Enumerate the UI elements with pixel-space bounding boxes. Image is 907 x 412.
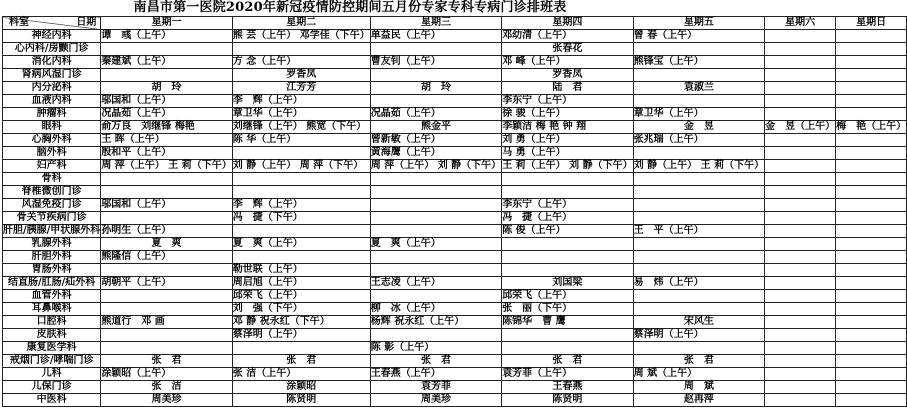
schedule-cell: [633, 173, 764, 186]
schedule-cell: [633, 186, 764, 199]
schedule-cell: [370, 264, 501, 277]
dept-name: 脊椎微创门诊: [3, 186, 101, 199]
schedule-cell: 邓幼清（上午）: [502, 30, 633, 43]
dept-name: 血液内科: [3, 95, 101, 108]
corner-dept-label: 科室: [9, 17, 29, 28]
table-row: [3, 394, 907, 407]
schedule-cell: 袁芳菲: [370, 381, 501, 394]
schedule-cell: 罗香凤: [502, 69, 633, 82]
dept-name: 消化内科: [3, 56, 101, 69]
schedule-cell: [765, 134, 836, 147]
schedule-cell: 袁淑兰: [633, 82, 764, 95]
schedule-cell: 王志凌（上午）: [370, 277, 501, 290]
schedule-cell: [232, 147, 370, 160]
schedule-cell: [101, 43, 232, 56]
schedule-cell: 王 平（上午）: [633, 225, 764, 238]
dept-name: 眼科: [3, 121, 101, 134]
schedule-cell: [101, 329, 232, 342]
schedule-cell: [370, 69, 501, 82]
schedule-table: [2, 16, 907, 407]
schedule-cell: 江芳芳: [232, 82, 370, 95]
schedule-cell: [765, 95, 836, 108]
schedule-cell: 陈贤明: [232, 394, 370, 407]
schedule-cell: 王 晖（上午）: [101, 134, 232, 147]
schedule-cell: [836, 199, 907, 212]
schedule-cell: 蔡泽明（上午）: [633, 329, 764, 342]
dept-name: 耳鼻喉科: [3, 303, 101, 316]
schedule-cell: [232, 225, 370, 238]
schedule-cell: 梅 艳（上午）: [836, 121, 907, 132]
schedule-cell: 刘 勇（上午）: [502, 134, 633, 147]
schedule-cell: [765, 108, 836, 121]
schedule-cell: 张兆瑞（上午）: [633, 134, 764, 147]
schedule-cell: 王春燕（上午）: [370, 368, 501, 381]
table-row: [3, 303, 907, 316]
schedule-cell: 柳 冰（上午）: [370, 303, 501, 316]
corner-date-label: 日期: [76, 17, 97, 28]
schedule-cell: 邓 静 祝永红（下午）: [232, 316, 370, 329]
schedule-cell: [836, 329, 907, 342]
schedule-cell: [836, 69, 907, 82]
schedule-cell: 周美珍: [370, 394, 501, 407]
schedule-cell: 马 勇（上午）: [502, 147, 633, 160]
schedule-cell: 邱荣飞（上午）: [502, 290, 633, 303]
schedule-cell: 张 君: [232, 355, 370, 368]
table-row: [3, 108, 907, 121]
schedule-cell: [370, 95, 501, 108]
schedule-cell: [765, 381, 836, 394]
schedule-cell: [836, 173, 907, 186]
header-row: [3, 17, 907, 30]
schedule-cell: 夏 爽（上午）: [232, 238, 370, 251]
schedule-cell: [836, 56, 907, 69]
schedule-cell: 周 斌: [633, 381, 764, 394]
table-row: [3, 251, 907, 264]
schedule-cell: 刘继锋（上午） 熊宽（下午）: [232, 121, 370, 134]
schedule-cell: [502, 329, 633, 342]
schedule-cell: 李颖洁 梅 艳 钟 翔: [502, 121, 633, 134]
schedule-cell: [836, 355, 907, 368]
schedule-cell: 张 君: [633, 355, 764, 368]
schedule-cell: 刘 静（上午） 王 莉（下午）: [633, 160, 765, 171]
schedule-cell: 谭 彧（上午）: [101, 30, 232, 43]
schedule-cell: 涂颖昭: [232, 381, 370, 394]
schedule-cell: [836, 108, 907, 121]
table-row: [3, 160, 907, 173]
dept-name: 脑外科: [3, 147, 101, 160]
table-row: [3, 264, 907, 277]
schedule-cell: 夏 爽（上午）: [370, 238, 501, 251]
schedule-cell: 金 昱（上午）: [765, 121, 836, 132]
schedule-cell: [765, 212, 836, 225]
schedule-cell: 勒世联（上午）: [232, 264, 370, 277]
schedule-cell: 张 洁（上午）: [232, 368, 370, 381]
table-row: [3, 30, 907, 43]
schedule-cell: [836, 303, 907, 316]
schedule-cell: [765, 316, 836, 329]
schedule-cell: [836, 95, 907, 108]
schedule-cell: 王春燕: [502, 381, 633, 394]
schedule-cell: [370, 173, 501, 186]
schedule-cell: 宋风生: [633, 316, 764, 329]
day-header: 星期一: [101, 17, 232, 30]
dept-name: 戒烟门诊/哮喘门诊: [3, 355, 101, 368]
table-row: [3, 134, 907, 147]
dept-name: 内分泌科: [3, 82, 101, 95]
schedule-cell: 熊道行 邓 画: [101, 316, 232, 329]
page-title: 南昌市第一医院2020年新冠疫情防控期间五月份专家专科专病门诊排班表: [133, 0, 567, 15]
schedule-cell: 陈 华（上午）: [232, 134, 370, 147]
table-row: [3, 186, 907, 199]
dept-name: 口腔科: [3, 316, 101, 329]
schedule-cell: [101, 290, 232, 303]
schedule-cell: [836, 368, 907, 381]
table-row: [3, 342, 907, 355]
schedule-cell: 周 斌（上午）: [633, 368, 764, 381]
schedule-cell: [101, 186, 232, 199]
schedule-cell: [370, 186, 501, 199]
schedule-cell: 况晶茹（上午）: [101, 108, 232, 121]
schedule-cell: [232, 43, 370, 56]
schedule-cell: [101, 212, 232, 225]
schedule-cell: [502, 264, 633, 277]
schedule-cell: 俞万良 刘继锋 梅艳: [101, 121, 232, 134]
schedule-cell: [836, 160, 907, 173]
schedule-cell: [502, 173, 633, 186]
schedule-cell: [836, 212, 907, 225]
schedule-cell: [633, 212, 764, 225]
schedule-cell: 涂颖昭（上午）: [101, 368, 232, 381]
schedule-cell: [836, 342, 907, 355]
schedule-cell: [502, 342, 633, 355]
schedule-cell: [101, 264, 232, 277]
schedule-cell: 徐 骏（上午）: [502, 108, 633, 121]
corner-header: [3, 17, 101, 30]
schedule-cell: [633, 290, 764, 303]
schedule-cell: [633, 199, 764, 212]
dept-name: 皮肤科: [3, 329, 101, 342]
schedule-cell: 曾 春（上午）: [633, 30, 764, 43]
schedule-cell: 周启旭（上午）: [232, 277, 370, 290]
schedule-cell: [765, 355, 836, 368]
schedule-cell: [765, 225, 836, 238]
table-row: [3, 238, 907, 251]
schedule-cell: 李东宁（上午）: [502, 95, 633, 108]
dept-name: 肝胆/胰腺/甲状腺外科: [3, 225, 101, 236]
schedule-cell: [765, 56, 836, 69]
schedule-cell: [765, 290, 836, 303]
schedule-cell: [836, 277, 907, 290]
schedule-cell: [836, 82, 907, 95]
schedule-cell: [836, 381, 907, 394]
schedule-cell: 周 萍（上午） 刘 静（下午）: [370, 160, 502, 171]
dept-name: 妇产科: [3, 160, 101, 173]
schedule-cell: 张 洁: [101, 381, 232, 394]
schedule-cell: [633, 43, 764, 56]
day-header: 星期二: [232, 17, 370, 30]
schedule-cell: [765, 160, 836, 173]
schedule-cell: [502, 238, 633, 251]
schedule-cell: 熊隆信（上午）: [101, 251, 232, 264]
table-row: [3, 121, 907, 134]
schedule-cell: [836, 316, 907, 329]
schedule-cell: [633, 95, 764, 108]
table-row: [3, 368, 907, 381]
schedule-cell: [765, 43, 836, 56]
schedule-cell: [765, 69, 836, 82]
day-header: 星期日: [836, 17, 907, 30]
dept-name: 乳腺外科: [3, 238, 101, 251]
schedule-cell: 孙明生（上午）: [101, 225, 232, 238]
schedule-cell: [836, 238, 907, 251]
schedule-cell: 胡 玲: [101, 82, 232, 95]
table-row: [3, 329, 907, 342]
table-row: [3, 147, 907, 160]
schedule-cell: 黄海鹰（上午）: [370, 147, 501, 160]
schedule-cell: 李 辉（上午）: [232, 95, 370, 108]
schedule-cell: 刘 静（上午） 周 萍（下午）: [232, 160, 370, 173]
schedule-cell: [836, 225, 907, 238]
schedule-cell: 张春花: [502, 43, 633, 56]
schedule-cell: 邓 峰（上午）: [502, 56, 633, 69]
table-row: [3, 277, 907, 290]
schedule-cell: [370, 43, 501, 56]
schedule-cell: [633, 251, 764, 264]
dept-name: 肾病风湿门诊: [3, 69, 101, 82]
schedule-cell: 蔡泽明（上午）: [232, 329, 370, 342]
schedule-cell: 熊金平: [370, 121, 501, 134]
schedule-cell: [101, 173, 232, 186]
schedule-cell: 李 辉（上午）: [232, 199, 370, 212]
schedule-cell: [370, 199, 501, 212]
table-row: [3, 290, 907, 303]
schedule-cell: [633, 147, 764, 160]
schedule-cell: 张 君: [101, 355, 232, 368]
schedule-cell: [101, 69, 232, 82]
dept-name: 血管外科: [3, 290, 101, 303]
schedule-cell: [633, 264, 764, 277]
schedule-cell: [633, 238, 764, 251]
schedule-cell: [633, 303, 764, 316]
schedule-cell: [765, 173, 836, 186]
schedule-cell: 刘 强（下午）: [232, 303, 370, 316]
schedule-cell: [765, 329, 836, 342]
table-row: [3, 199, 907, 212]
schedule-cell: [836, 147, 907, 160]
dept-name: 心内科/房颤门诊: [3, 43, 101, 56]
schedule-cell: 殷和平（上午）: [101, 147, 232, 160]
schedule-cell: 夏 爽: [101, 238, 232, 251]
dept-name: 儿科: [3, 368, 101, 381]
schedule-cell: [836, 134, 907, 147]
schedule-cell: 胡朝平（上午）: [101, 277, 232, 290]
schedule-cell: [765, 303, 836, 316]
schedule-cell: [836, 30, 907, 43]
schedule-cell: 单益民（上午）: [370, 30, 501, 43]
schedule-cell: [633, 69, 764, 82]
day-header: 星期五: [633, 17, 764, 30]
schedule-cell: [502, 251, 633, 264]
schedule-cell: 张 君: [502, 355, 633, 368]
schedule-cell: 李东宁（上午）: [502, 199, 633, 212]
dept-name: 康复医学科: [3, 342, 101, 355]
schedule-cell: 周 萍（上午） 王 莉（下午）: [101, 160, 232, 171]
schedule-cell: [765, 82, 836, 95]
day-header: 星期三: [370, 17, 501, 30]
table-row: [3, 95, 907, 108]
table-row: [3, 355, 907, 368]
dept-name: 风湿免疫门诊: [3, 199, 101, 212]
schedule-cell: 陆 君: [502, 82, 633, 95]
schedule-cell: 熊锋宝（上午）: [633, 56, 764, 69]
schedule-cell: 章卫华（上午）: [232, 108, 370, 121]
schedule-cell: 王 莉（上午） 刘 静（下午）: [502, 160, 633, 171]
schedule-cell: 易 炜（上午）: [633, 277, 764, 290]
schedule-cell: [765, 368, 836, 381]
schedule-cell: [836, 251, 907, 264]
schedule-cell: [765, 342, 836, 355]
day-header: 星期六: [765, 17, 836, 30]
schedule-cell: [765, 147, 836, 160]
schedule-cell: 周美珍: [101, 394, 232, 407]
schedule-cell: [370, 329, 501, 342]
table-row: [3, 69, 907, 82]
schedule-cell: 曾新敏（上午）: [370, 134, 501, 147]
schedule-cell: 陈 影（上午）: [370, 342, 501, 355]
schedule-cell: [370, 225, 501, 238]
table-row: [3, 43, 907, 56]
dept-name: 胃肠外科: [3, 264, 101, 277]
schedule-cell: 陈贤明: [502, 394, 633, 407]
schedule-cell: [765, 277, 836, 290]
schedule-cell: 胡 玲: [370, 82, 501, 95]
schedule-cell: 方 念（上午）: [232, 56, 370, 69]
schedule-cell: [836, 290, 907, 303]
schedule-cell: 曹友钊（上午）: [370, 56, 501, 69]
schedule-cell: [633, 342, 764, 355]
schedule-cell: 况晶茹（上午）: [370, 108, 501, 121]
schedule-cell: [232, 251, 370, 264]
schedule-cell: 邱荣飞（上午）: [232, 290, 370, 303]
dept-name: 中医科: [3, 394, 101, 407]
schedule-cell: 熊 芸（上午） 邓学佳（下午）: [232, 30, 370, 41]
schedule-cell: [370, 212, 501, 225]
schedule-cell: 邬国和（上午）: [101, 95, 232, 108]
day-header: 星期四: [502, 17, 633, 30]
dept-name: 肝胆外科: [3, 251, 101, 264]
schedule-cell: 罗香凤: [232, 69, 370, 82]
schedule-cell: 章卫华（上午）: [633, 108, 764, 121]
schedule-cell: 刘国梁: [502, 277, 633, 290]
dept-name: 结直肠/肛肠/疝外科: [3, 277, 101, 290]
table-row: [3, 82, 907, 95]
schedule-cell: [232, 342, 370, 355]
dept-name: 神经内科: [3, 30, 101, 43]
schedule-cell: [232, 173, 370, 186]
schedule-cell: [101, 342, 232, 355]
schedule-cell: [502, 186, 633, 199]
schedule-cell: [232, 186, 370, 199]
dept-name: 儿保门诊: [3, 381, 101, 394]
schedule-cell: [765, 251, 836, 264]
schedule-cell: 杨辉 祝永红（上午）: [370, 316, 501, 329]
table-row: [3, 225, 907, 238]
table-row: [3, 316, 907, 329]
schedule-cell: 金 昱: [633, 121, 764, 134]
schedule-cell: 邬国和（上午）: [101, 199, 232, 212]
dept-name: 心胸外科: [3, 134, 101, 147]
schedule-cell: [765, 394, 836, 407]
schedule-cell: [765, 238, 836, 251]
schedule-cell: 陈锦华 曹 鹰: [502, 316, 633, 329]
table-row: [3, 173, 907, 186]
schedule-cell: 秦建斌（上午）: [101, 56, 232, 69]
dept-name: 骨关节疾病门诊: [3, 212, 101, 225]
schedule-cell: 张 丽（下午）: [502, 303, 633, 316]
schedule-cell: [765, 186, 836, 199]
schedule-cell: [765, 30, 836, 43]
schedule-cell: [370, 290, 501, 303]
schedule-cell: [836, 43, 907, 56]
schedule-cell: 冯 捷（下午）: [232, 212, 370, 225]
table-row: [3, 56, 907, 69]
schedule-cell: [836, 394, 907, 407]
table-row: [3, 212, 907, 225]
table-row: [3, 381, 907, 394]
schedule-cell: [836, 186, 907, 199]
schedule-cell: [101, 303, 232, 316]
schedule-cell: [836, 264, 907, 277]
schedule-cell: 赵再萍: [633, 394, 764, 407]
schedule-cell: [765, 264, 836, 277]
schedule-cell: 冯 捷（上午）: [502, 212, 633, 225]
schedule-cell: 张 君: [370, 355, 501, 368]
schedule-cell: [765, 199, 836, 212]
schedule-cell: [370, 251, 501, 264]
dept-name: 肿瘤科: [3, 108, 101, 121]
schedule-cell: 陈 俊（上午）: [502, 225, 633, 238]
dept-name: 骨科: [3, 173, 101, 186]
schedule-cell: 袁芳菲（上午）: [502, 368, 633, 381]
